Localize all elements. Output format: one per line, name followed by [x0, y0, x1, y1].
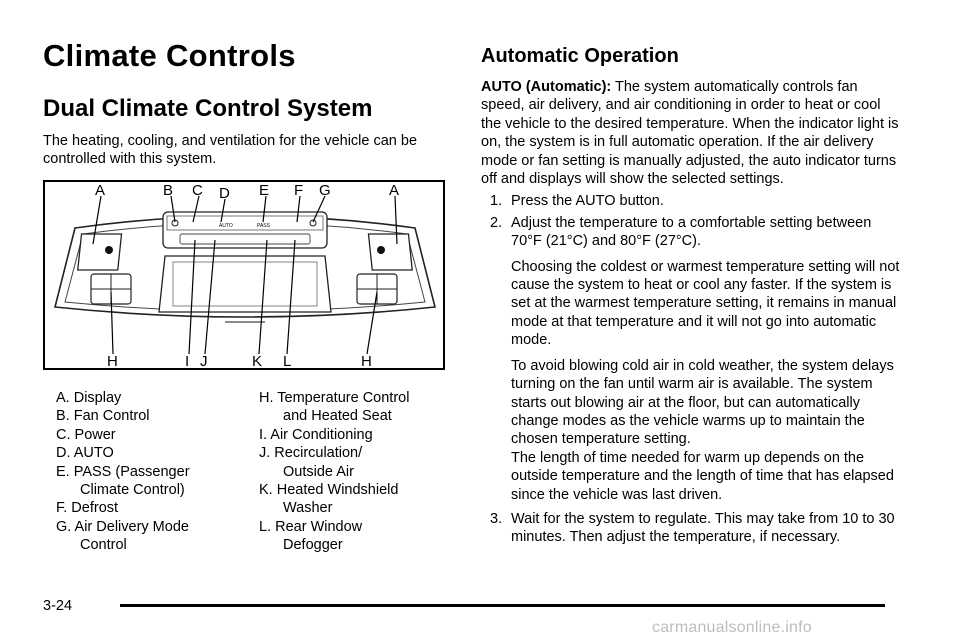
legend-item: D. AUTO: [56, 445, 114, 462]
callout-a-right: A: [389, 182, 400, 199]
automatic-operation-body: [481, 78, 901, 547]
step-number: 1.: [490, 193, 503, 210]
step-number: 2.: [490, 214, 503, 231]
legend-item-continued: Climate Control): [80, 482, 185, 499]
callout-c: C: [192, 182, 203, 199]
step-text: Press the AUTO button.: [511, 193, 664, 210]
climate-panel-illustration: [45, 182, 443, 368]
callout-d: D: [219, 185, 230, 202]
legend-item: H. Temperature Control: [259, 390, 410, 406]
footer-divider: [120, 604, 885, 607]
callout-g: G: [319, 182, 331, 199]
step-text: Adjust the temperature to a comfortable setting between 70°F (21°C) and 80°F (27°C).: [511, 214, 872, 250]
legend-item-continued: Defogger: [283, 537, 343, 554]
step-item: [481, 214, 901, 251]
callout-e: E: [259, 182, 270, 199]
callout-b: B: [163, 182, 174, 199]
auto-description: [481, 78, 901, 188]
section-heading: Dual Climate Control System: [43, 95, 373, 122]
legend-item: F. Defrost: [56, 500, 119, 517]
legend-item: J. Recirculation/: [259, 445, 363, 462]
legend-item: I. Air Conditioning: [259, 426, 373, 443]
auto-text: The system automatically controls fan speed, air delivery, and air conditioning in order to heat or cool the vehicle to the desired temperature. When the indicator light is on, the system is in full automatic operation. If the air delivery mode or fan setting is manually adjusted, the auto indicator turns off and displays will show the selected settings.: [481, 79, 899, 188]
callout-a-left: A: [95, 182, 106, 199]
callout-h-left: H: [107, 353, 118, 368]
legend-item: A. Display: [56, 390, 122, 406]
step-item: [481, 510, 901, 547]
callout-h-right: H: [361, 353, 372, 368]
step-text: Wait for the system to regulate. This may take from 10 to 30 minutes. Then adjust the temperature, if necessary.: [511, 510, 895, 546]
legend-item: C. Power: [56, 426, 116, 443]
step-note-part: The length of time needed for warm up depends on the outside temperature and the length of time that has elapsed since the vehicle was last driven.: [511, 449, 894, 503]
step-note: Choosing the coldest or warmest temperature setting will not cause the system to heat or cool any faster. If the system is set at the warmest temperature setting, it remains in manual mode at that temperature and it will not go into automatic mode.: [511, 258, 900, 349]
steps-list: [481, 192, 901, 546]
step-item: [481, 192, 901, 210]
legend-item-continued: Outside Air: [283, 463, 354, 480]
climate-control-panel-figure: [43, 180, 445, 370]
legend-item: G. Air Delivery Mode: [56, 518, 189, 535]
step-note-part: To avoid blowing cold air in cold weather, the system delays turning on the fan until warm air is available. The system starts out blowing air at the floor, but can automatically change modes as the vehicle warms up to maintain the chosen temperature setting.: [511, 357, 894, 448]
callout-j: J: [200, 353, 208, 368]
legend-item: E. PASS (Passenger: [56, 463, 190, 480]
callout-k: K: [252, 353, 263, 368]
legend-item: K. Heated Windshield: [259, 482, 399, 499]
legend-item: B. Fan Control: [56, 408, 150, 425]
auto-panel-label: AUTO: [219, 223, 233, 229]
step-number: 3.: [490, 510, 503, 527]
page-heading: Climate Controls: [43, 38, 296, 73]
legend-item-continued: and Heated Seat: [283, 408, 392, 425]
legend-right: [259, 389, 459, 555]
legend-item-continued: Washer: [283, 500, 333, 517]
step-note: [481, 357, 901, 504]
intro-paragraph: The heating, cooling, and ventilation for the vehicle can be controlled with this system.: [43, 133, 418, 168]
pass-panel-label: PASS: [257, 223, 270, 229]
page-number: 3-24: [43, 598, 73, 614]
automatic-operation-heading: Automatic Operation: [481, 45, 679, 67]
legend-item: L. Rear Window: [259, 518, 363, 535]
legend-item-continued: Control: [80, 537, 127, 554]
callout-f: F: [294, 182, 304, 199]
auto-label: AUTO (Automatic):: [481, 79, 612, 95]
callout-l: L: [283, 353, 292, 368]
callout-i: I: [185, 353, 190, 368]
legend-left: [56, 389, 256, 555]
watermark: carmanualsonline.info: [652, 619, 812, 636]
